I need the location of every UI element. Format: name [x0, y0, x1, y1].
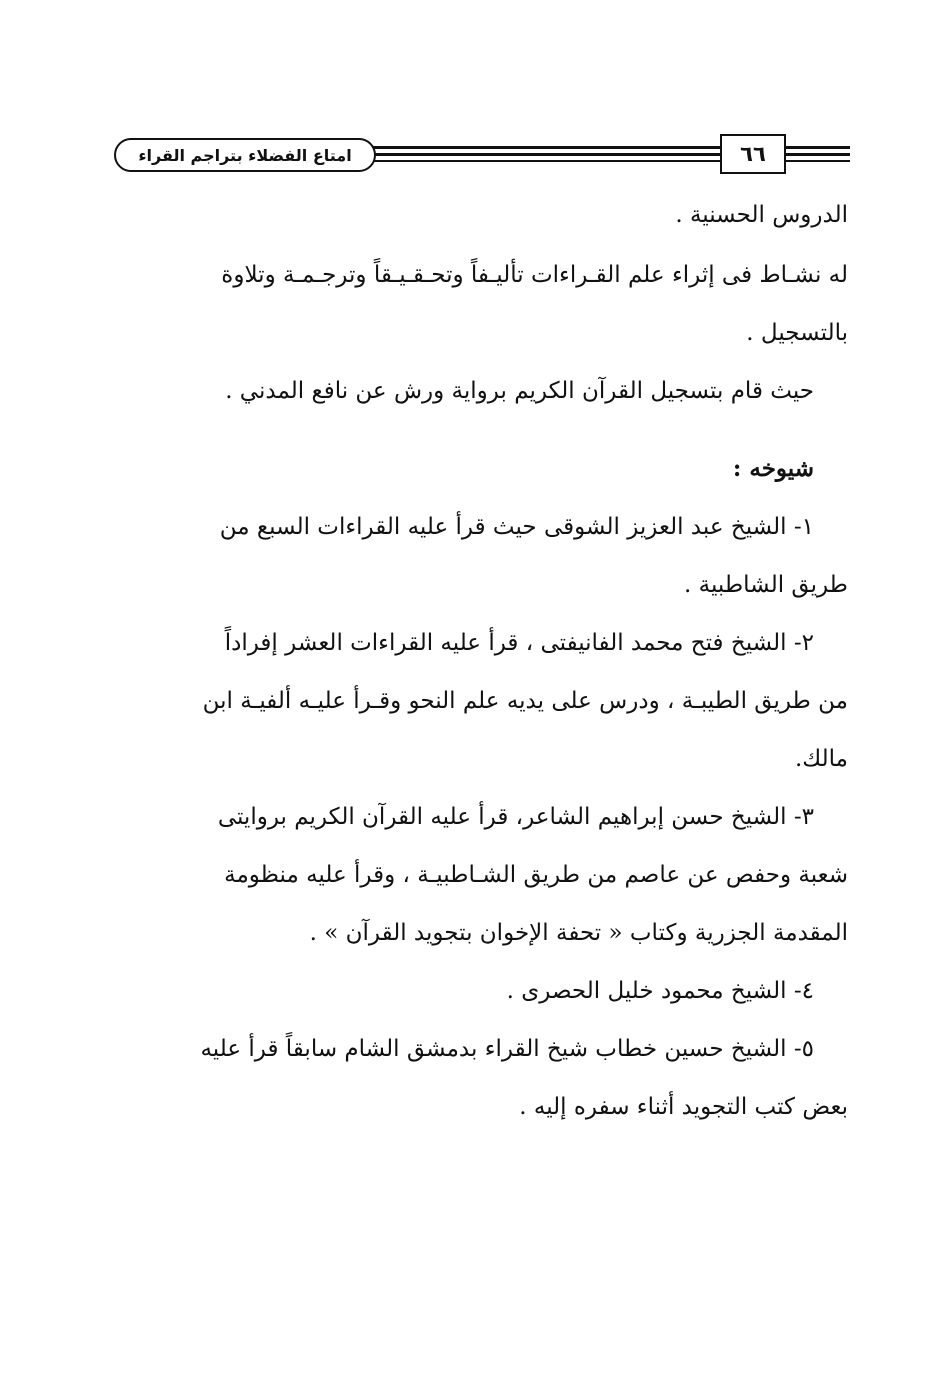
text-line: بعض كتب التجويد أثناء سفره إليه . — [519, 1094, 848, 1120]
text-line: له نشـاط فى إثراء علم القـراءات تأليـفاً وتحـقـيـقاً وترجـمـة وتلاوة — [221, 262, 848, 288]
text-line: من طريق الطيبـة ، ودرس على يديه علم النحو وقـرأ عليـه ألفيـة ابن — [202, 688, 848, 714]
text-line: شعبة وحفص عن عاصم من طريق الشـاطبيـة ، وقرأ عليه منظومة — [224, 862, 848, 888]
text-line: مالك. — [794, 746, 848, 772]
text-line: ٢- الشيخ فتح محمد الفانيفتى ، قرأ عليه القراءات العشر إفراداً — [224, 630, 814, 656]
text-line: المقدمة الجزرية وكتاب « تحفة الإخوان بتجويد القرآن » . — [309, 920, 848, 946]
text-line: ٥- الشيخ حسين خطاب شيخ القراء بدمشق الشام سابقاً قرأ عليه — [200, 1036, 814, 1062]
text-line: طريق الشاطبية . — [684, 572, 848, 598]
text-line: ٣- الشيخ حسن إبراهيم الشاعر، قرأ عليه القرآن الكريم بروايتى — [217, 804, 814, 830]
text-line: ١- الشيخ عبد العزيز الشوقى حيث قرأ عليه القراءات السبع من — [219, 514, 814, 540]
text-line: بالتسجيل . — [746, 320, 848, 346]
text-line: الدروس الحسنية . — [675, 202, 848, 228]
page-header — [110, 132, 850, 176]
text-line: حيث قام بتسجيل القرآن الكريم برواية ورش عن نافع المدني . — [225, 378, 814, 404]
page-number: ٦٦ — [720, 134, 786, 174]
text-line: ٤- الشيخ محمود خليل الحصرى . — [506, 978, 814, 1004]
book-title: امتاع الفضلاء بتراجم القراء — [114, 138, 376, 172]
spacer — [128, 420, 848, 440]
section-heading: شيوخه : — [732, 455, 814, 482]
page-body — [128, 188, 848, 1136]
